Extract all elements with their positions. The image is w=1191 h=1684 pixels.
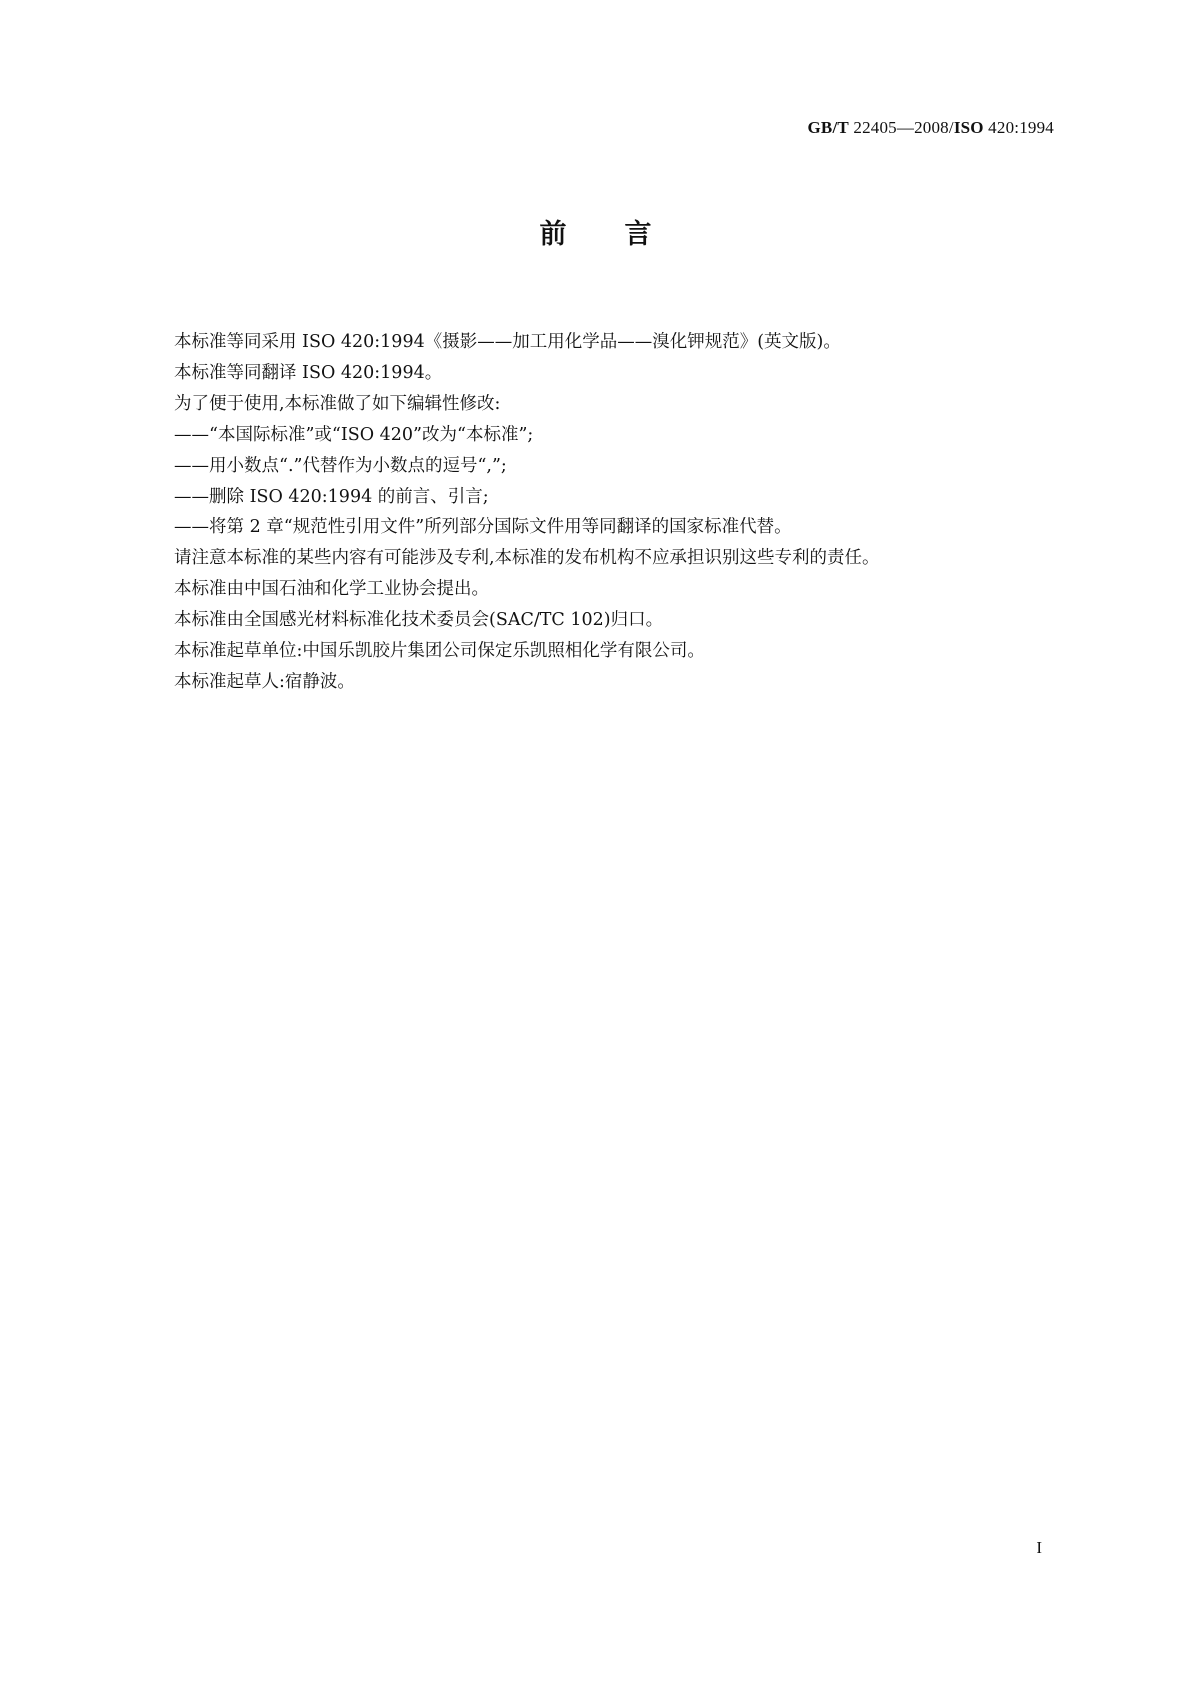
page-title: 前言 (539, 219, 710, 250)
paragraph-translation: 本标准等同翻译 ISO 420:1994。 (174, 362, 443, 383)
foreword-body (174, 327, 1054, 698)
iso-number: 420:1994 (988, 118, 1054, 137)
edit-item-2: ——用小数点“.”代替作为小数点的逗号“,”; (174, 455, 507, 476)
edit-item-4: ——将第 2 章“规范性引用文件”所列部分国际文件用等同翻译的国家标准代替。 (174, 517, 792, 538)
paragraph-edits-intro: 为了便于使用,本标准做了如下编辑性修改: (174, 393, 501, 414)
paragraph-drafting-unit: 本标准起草单位:中国乐凯胶片集团公司保定乐凯照相化学有限公司。 (174, 641, 705, 662)
paragraph-administered-by: 本标准由全国感光材料标准化技术委员会(SAC/TC 102)归口。 (174, 610, 664, 631)
paragraph-drafter: 本标准起草人:宿静波。 (174, 671, 355, 692)
standard-prefix: GB/T (807, 118, 849, 137)
standard-code (807, 118, 1054, 138)
page-number: I (1036, 1538, 1042, 1557)
edit-item-3: ——删除 ISO 420:1994 的前言、引言; (174, 486, 489, 507)
standard-number: 22405—2008/ (853, 118, 954, 137)
paragraph-proposed-by: 本标准由中国石油和化学工业协会提出。 (174, 579, 489, 600)
edit-item-1: ——“本国际标准”或“ISO 420”改为“本标准”; (174, 424, 534, 445)
paragraph-adoption: 本标准等同采用 ISO 420:1994《摄影——加工用化学品——溴化钾规范》(英文版)。 (174, 332, 841, 352)
paragraph-patent-notice: 请注意本标准的某些内容有可能涉及专利,本标准的发布机构不应承担识别这些专利的责任。 (174, 548, 880, 569)
iso-prefix: ISO (953, 118, 984, 137)
